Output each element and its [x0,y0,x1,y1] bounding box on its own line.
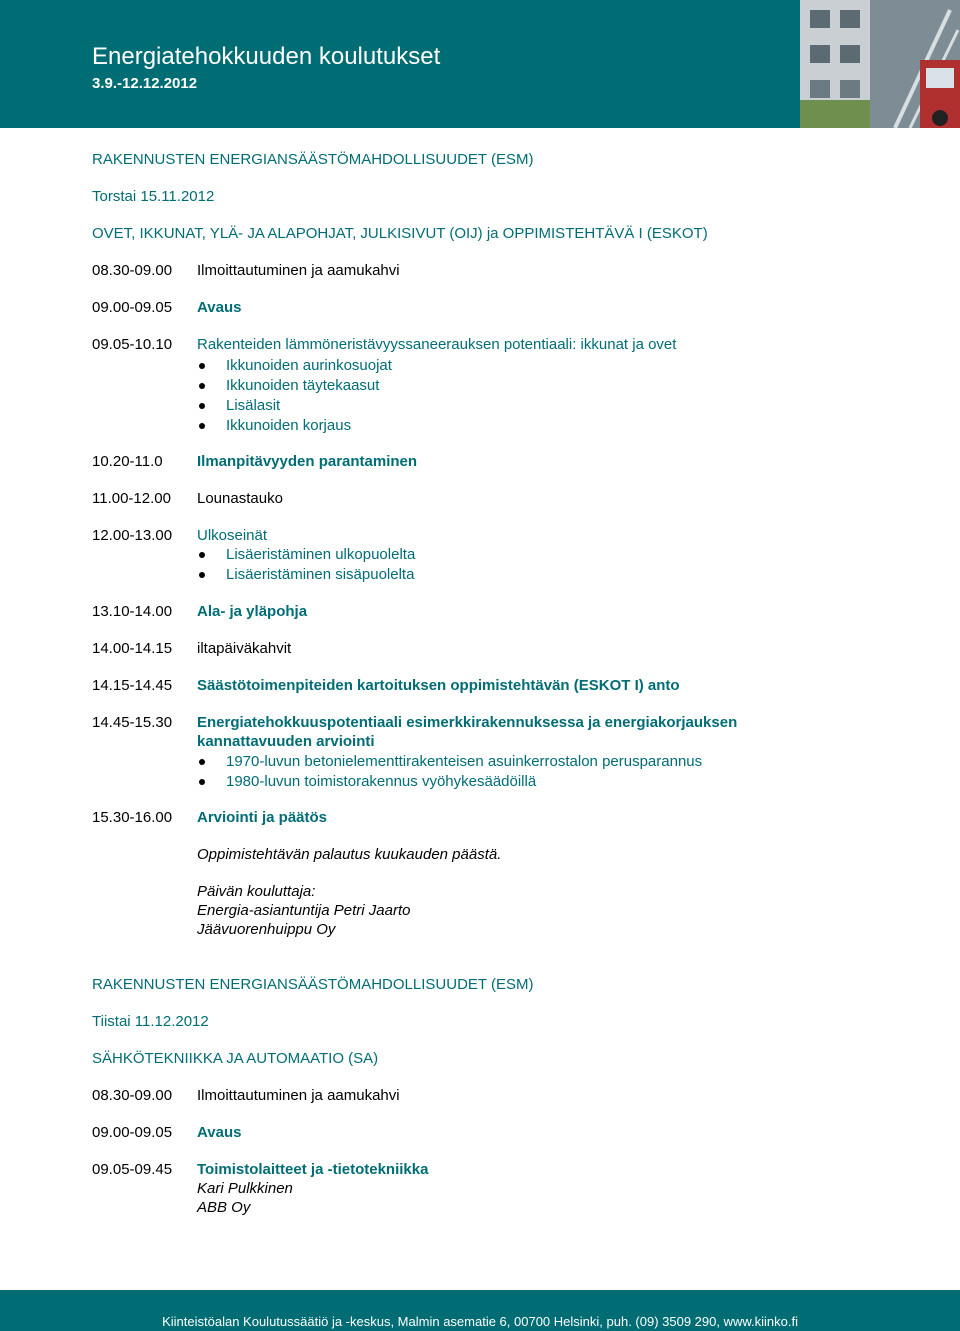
row-title: Ilmoittautuminen ja aamukahvi [197,262,400,279]
row-title: Avaus [197,1124,242,1141]
row-title: Ulkoseinät [197,527,268,544]
list-item: 1970-luvun betonielementtirakenteisen asuinkerrostalon perusparannus [197,752,702,772]
row-time: 14.45-15.30 [92,714,173,731]
trainer-name: Energia-asiantuntija Petri Jaarto [197,902,411,919]
trainer-label: Päivän kouluttaja: [197,883,316,900]
speaker-name: Kari Pulkkinen [197,1180,293,1197]
row-title: Ilmanpitävyyden parantaminen [197,453,418,470]
row-time: 12.00-13.00 [92,527,173,544]
section2-module: SÄHKÖTEKNIIKKA JA AUTOMAATIO (SA) [92,1050,379,1067]
footer-bar [0,1290,960,1331]
assignment-note: Oppimistehtävän palautus kuukauden päästä. [197,846,502,863]
row-title: Avaus [197,299,242,316]
bullet-icon [199,403,205,409]
bullet-list [197,752,702,792]
row-title: Ilmoittautuminen ja aamukahvi [197,1087,400,1104]
list-item: Ikkunoiden aurinkosuojat [197,356,392,376]
row-title: Ala- ja yläpohja [197,603,308,620]
row-title-continued: kannattavuuden arviointi [197,733,375,750]
bullet-icon [199,423,205,429]
row-title: iltapäiväkahvit [197,640,292,657]
bullet-icon [199,572,205,578]
page-title: Energiatehokkuuden koulutukset [92,43,441,70]
row-time: 09.00-09.05 [92,1124,173,1141]
list-item: Lisäeristäminen sisäpuolelta [197,565,415,585]
row-time: 11.00-12.00 [92,490,171,507]
footer-contact: Kiinteistöalan Koulutussäätiö ja -keskus, Malmin asematie 6, 00700 Helsinki, puh. (09) 3509 290, www.kiinko.fi [162,1314,798,1329]
row-title: Rakenteiden lämmöneristävyyssaneerauksen potentiaali: ikkunat ja ovet [197,336,677,353]
row-title: Energiatehokkuuspotentiaali esimerkkirakennuksessa ja energiakorjauksen [197,714,738,731]
row-title: Arviointi ja päätös [197,809,328,826]
row-time: 14.00-14.15 [92,640,173,657]
trainer-org: Jäävuorenhuippu Oy [197,921,336,938]
bullet-icon [199,779,205,785]
bullet-icon [199,759,205,765]
list-item: Ikkunoiden korjaus [197,416,392,436]
header-photo [800,0,960,128]
row-time: 08.30-09.00 [92,262,173,279]
speaker-org: ABB Oy [197,1199,251,1216]
row-time: 09.05-09.45 [92,1161,173,1178]
bullet-list [197,356,392,436]
row-time: 09.00-09.05 [92,299,173,316]
row-title: Toimistolaitteet ja -tietotekniikka [197,1161,429,1178]
row-title: Lounastauko [197,490,283,507]
bullet-icon [199,383,205,389]
header-banner [0,0,960,128]
page-dates: 3.9.-12.12.2012 [92,75,198,92]
section2-date: Tiistai 11.12.2012 [92,1013,209,1030]
bullet-icon [199,363,205,369]
row-time: 15.30-16.00 [92,809,173,826]
bullet-list [197,545,415,585]
row-time: 10.20-11.0 [92,453,163,470]
bullet-icon [199,552,205,558]
list-item: Lisälasit [197,396,392,416]
row-time: 08.30-09.00 [92,1087,173,1104]
row-time: 13.10-14.00 [92,603,173,620]
list-item: Ikkunoiden täytekaasut [197,376,392,396]
section1-date: Torstai 15.11.2012 [92,188,215,205]
row-time: 09.05-10.10 [92,336,173,353]
section2-heading: RAKENNUSTEN ENERGIANSÄÄSTÖMAHDOLLISUUDET (ESM) [92,976,534,993]
list-item: Lisäeristäminen ulkopuolelta [197,545,415,565]
section1-heading: RAKENNUSTEN ENERGIANSÄÄSTÖMAHDOLLISUUDET (ESM) [92,151,534,168]
list-item: 1980-luvun toimistorakennus vyöhykesäädöillä [197,772,702,792]
section1-module: OVET, IKKUNAT, YLÄ- JA ALAPOHJAT, JULKISIVUT (OIJ) ja OPPIMISTEHTÄVÄ I (ESKOT) [92,225,708,242]
row-time: 14.15-14.45 [92,677,173,694]
row-title: Säästötoimenpiteiden kartoituksen oppimistehtävän (ESKOT I) anto [197,677,680,694]
